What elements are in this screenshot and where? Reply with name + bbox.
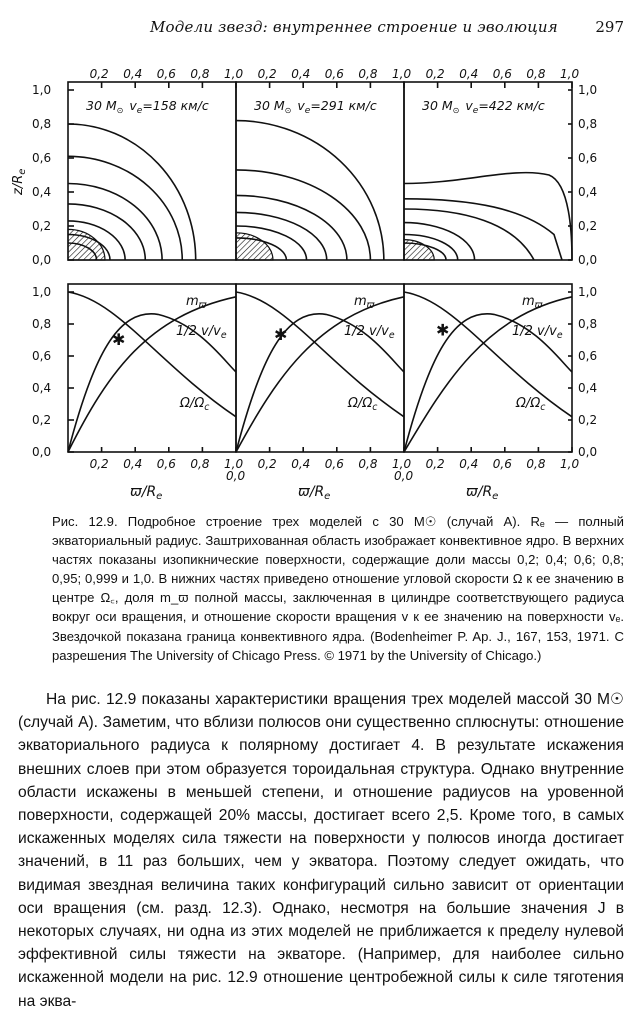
y-tick-label-left-top: 0,4 bbox=[32, 185, 52, 199]
x-axis-label: $ϖ/R_e$ bbox=[466, 484, 499, 500]
mass-fraction-label: $m_ϖ$ bbox=[522, 293, 543, 311]
body-paragraph: На рис. 12.9 показаны характеристики вращения трех моделей массой 30 M☉ (случай A). Заметим, что вблизи полюсов они существенно сплюснуты: отношение экваториального радиуса к полярному достигает 4. В результате искажения внешних слоев при этом образуется тороидальная структура. Однако внутренние области искажены в меньшей степени, и отношение радиусов на уровенной поверхности, содержащей 20% массы, достигает всего 2,5. Кроме того, в самых искаженных моделях сила тяжести на поверхности у полюсов иногда достигает значений, в 11 раз больших, чем у экватора. Поэтому следует ожидать, что видимая звездная величина таких конфигураций сильно зависит от ориентации оси вращения (см. разд. 12.3). Однако, несмотря на большие значения J в некоторых случаях, ни одна из этих моделей не приближается к пределу нулевой эффективной силы тяжести на экваторе. (Например, для наиболее сильно искаженной модели на рис. 12.9 отношение центробежной силы к силе тяготения на эква- bbox=[18, 691, 624, 1010]
figure-12-9 bbox=[0, 60, 644, 500]
top-tick-label: 0,2 bbox=[89, 67, 109, 81]
bottom-tick-label: 0,4 bbox=[123, 457, 143, 471]
bottom-zero-label: 0,0 bbox=[226, 469, 246, 483]
caption-text: Рис. 12.9. Подробное строение трех моделей с 30 M☉ (случай A). Rₑ — полный экваториальный радиус. Заштрихованная область изображает конвективное ядро. В верхних частях показаны изопикнические поверхности, содержащие доли массы 0,2; 0,4; 0,6; 0,8; 0,95; 0,999 и 1,0. В нижних частях приведено отношение угловой скорости Ω к ее значению в центре Ω꜀, доля m_ϖ полной массы, заключенная в цилиндре соответствующего радиуса вокруг оси вращения, и отношение скорости вращения v к ее значению на поверхности vₑ. Звездочкой показана граница конвективного ядра. (Bodenheimer P. Ap. J., 167, 153, 1971. С разрешения The University of Chicago Press. © 1971 by the University of Chicago.) bbox=[52, 514, 624, 663]
bottom-tick-label: 0,8 bbox=[526, 457, 546, 471]
y-tick-label-left-bottom: 0,0 bbox=[32, 445, 52, 459]
top-y-axis-label: $z/R_e$ bbox=[11, 168, 28, 195]
top-tick-label: 0,2 bbox=[425, 67, 445, 81]
bottom-tick-label: 0,2 bbox=[89, 457, 109, 471]
page-number: 297 bbox=[595, 18, 624, 36]
top-tick-label: 0,2 bbox=[257, 67, 277, 81]
top-tick-label: 0,8 bbox=[358, 67, 378, 81]
y-tick-label-left-bottom: 0,6 bbox=[32, 349, 52, 363]
body-text bbox=[18, 688, 624, 1013]
y-tick-label-left-bottom: 0,2 bbox=[32, 413, 52, 427]
y-tick-label-left-bottom: 0,8 bbox=[32, 317, 52, 331]
y-tick-label-right-bottom: 0,4 bbox=[578, 381, 598, 395]
bottom-panel-frame bbox=[68, 284, 236, 452]
figure-caption bbox=[52, 512, 624, 665]
bottom-tick-label: 0,2 bbox=[425, 457, 445, 471]
top-tick-label: 0,6 bbox=[324, 67, 344, 81]
convective-core bbox=[236, 233, 273, 260]
panel-label: 30 $M_⊙$ $v_e=291$ км/с bbox=[254, 98, 377, 116]
omega-ratio-label: $\Omega/\Omega_c$ bbox=[348, 396, 378, 414]
y-tick-label-left-bottom: 0,4 bbox=[32, 381, 52, 395]
y-tick-label-right-bottom: 1,0 bbox=[578, 285, 598, 299]
top-tick-label: 0,4 bbox=[291, 67, 311, 81]
x-axis-label: $ϖ/R_e$ bbox=[130, 484, 163, 500]
y-tick-label-right-bottom: 0,2 bbox=[578, 413, 598, 427]
velocity-ratio-label: 1/2 $v/v_e$ bbox=[512, 324, 563, 342]
y-tick-label-left-top: 0,8 bbox=[32, 117, 52, 131]
bottom-tick-label: 0,8 bbox=[358, 457, 378, 471]
top-tick-label: 0,4 bbox=[123, 67, 143, 81]
top-tick-label: 1,0 bbox=[224, 67, 244, 81]
bottom-panel-frame bbox=[404, 284, 572, 452]
bottom-tick-label: 1,0 bbox=[560, 457, 580, 471]
y-tick-label-right-bottom: 0,8 bbox=[578, 317, 598, 331]
convective-core-star: ✱ bbox=[274, 325, 288, 345]
velocity-ratio-label: 1/2 $v/v_e$ bbox=[176, 324, 227, 342]
bottom-tick-label: 0,8 bbox=[190, 457, 210, 471]
y-tick-label-right-top: 0,4 bbox=[578, 185, 598, 199]
y-tick-label-left-top: 0,6 bbox=[32, 151, 52, 165]
mass-fraction-label: $m_ϖ$ bbox=[186, 293, 207, 311]
panel-label: 30 $M_⊙$ $v_e=422$ км/с bbox=[422, 98, 545, 116]
y-tick-label-right-bottom: 0,6 bbox=[578, 349, 598, 363]
running-title: Модели звезд: внутреннее строение и эволюция bbox=[150, 18, 558, 36]
x-axis-label: $ϖ/R_e$ bbox=[298, 484, 331, 500]
y-tick-label-left-top: 0,0 bbox=[32, 253, 52, 267]
y-tick-label-right-top: 0,6 bbox=[578, 151, 598, 165]
top-tick-label: 0,8 bbox=[190, 67, 210, 81]
y-tick-label-left-bottom: 1,0 bbox=[32, 285, 52, 299]
omega-ratio-label: $\Omega/\Omega_c$ bbox=[516, 396, 546, 414]
bottom-zero-label: 0,0 bbox=[394, 469, 414, 483]
bottom-panel-frame bbox=[236, 284, 404, 452]
omega-ratio-curve bbox=[68, 292, 236, 417]
bottom-tick-label: 0,6 bbox=[324, 457, 344, 471]
mass-fraction-label: $m_ϖ$ bbox=[354, 293, 375, 311]
bottom-tick-label: 0,2 bbox=[257, 457, 277, 471]
omega-ratio-curve bbox=[404, 292, 572, 417]
bottom-tick-label: 0,6 bbox=[492, 457, 512, 471]
y-tick-label-left-top: 0,2 bbox=[32, 219, 52, 233]
y-tick-label-right-top: 1,0 bbox=[578, 83, 598, 97]
top-tick-label: 0,4 bbox=[459, 67, 479, 81]
bottom-tick-label: 0,4 bbox=[459, 457, 479, 471]
running-header bbox=[0, 18, 644, 42]
velocity-ratio-label: 1/2 $v/v_e$ bbox=[344, 324, 395, 342]
convective-core-star: ✱ bbox=[436, 320, 450, 340]
convective-core-star: ✱ bbox=[112, 330, 126, 349]
y-tick-label-right-bottom: 0,0 bbox=[578, 445, 598, 459]
bottom-tick-label: 1,0 bbox=[224, 457, 244, 471]
bottom-tick-label: 0,4 bbox=[291, 457, 311, 471]
y-tick-label-right-top: 0,0 bbox=[578, 253, 598, 267]
top-tick-label: 0,8 bbox=[526, 67, 546, 81]
omega-ratio-curve bbox=[236, 292, 404, 417]
panel-label: 30 $M_⊙$ $v_e=158$ км/с bbox=[86, 98, 209, 116]
y-tick-label-right-top: 0,2 bbox=[578, 219, 598, 233]
bottom-tick-label: 1,0 bbox=[392, 457, 412, 471]
y-tick-label-right-top: 0,8 bbox=[578, 117, 598, 131]
top-tick-label: 1,0 bbox=[392, 67, 412, 81]
omega-ratio-label: $\Omega/\Omega_c$ bbox=[180, 396, 210, 414]
top-tick-label: 1,0 bbox=[560, 67, 580, 81]
top-tick-label: 0,6 bbox=[492, 67, 512, 81]
top-tick-label: 0,6 bbox=[156, 67, 176, 81]
y-tick-label-left-top: 1,0 bbox=[32, 83, 52, 97]
bottom-tick-label: 0,6 bbox=[156, 457, 176, 471]
